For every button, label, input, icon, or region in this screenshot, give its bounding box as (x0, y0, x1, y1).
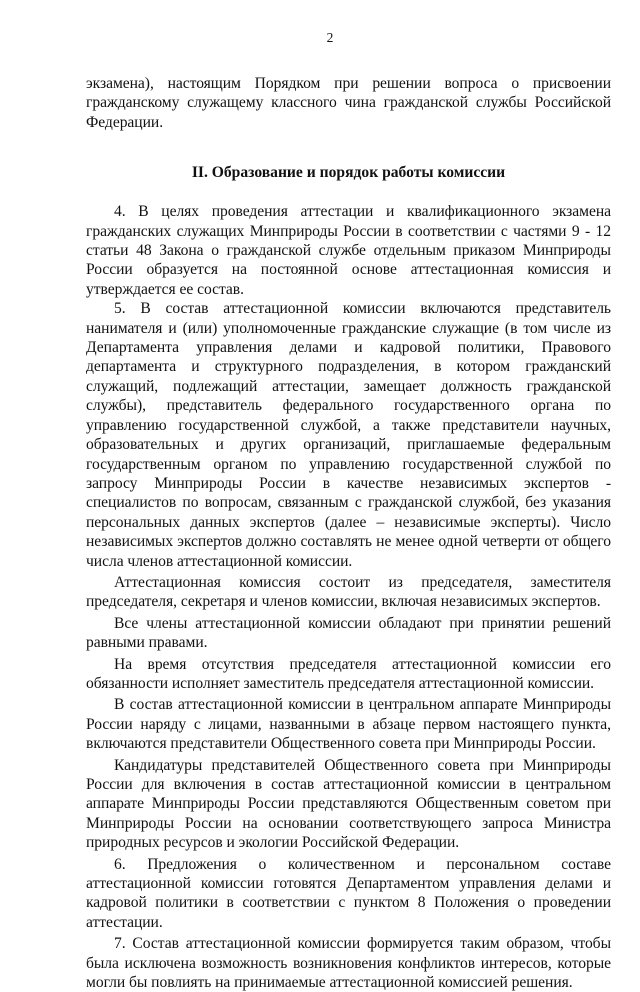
intro-paragraph: экзамена), настоящим Порядком при решении вопроса о присвоении гражданскому служащему классного чина гражданской службы Российской Федерации. (86, 75, 611, 131)
paragraph-item-6: 6. Предложения о количественном и персональном составе аттестационной комиссии готовятся Департаментом управления делами и кадровой политики в соответствии с пунктом 8 Положения о проведении аттестации. (86, 855, 611, 931)
paragraph-item-4: 4. В целях проведения аттестации и квалификационного экзамена гражданских служащих Минприроды России в соответствии с частями 9 - 12 статьи 48 Закона о гражданской службе отдельным приказом Минприроды России образуется на постоянной основе аттестационная комиссия и утверждается ее состав. (86, 203, 611, 298)
paragraph-public-council-candidates: Кандидатуры представителей Общественного совета при Минприроды России для включения в состав аттестационной комиссии в центральном аппарате Минприроды России представляются Общественным советом при Минприроды России на основании соответствующего запроса Министра природных ресурсов и экологии Российской Федерации. (86, 756, 611, 852)
page-number: 2 (326, 30, 334, 45)
section-heading: II. Образование и порядок работы комиссии (191, 164, 506, 182)
paragraph-item-7: 7. Состав аттестационной комиссии формируется таким образом, чтобы была исключена возможность возникновения конфликтов интересов, которые могли бы повлиять на принимаемые аттестационной комиссией решения. (86, 935, 611, 992)
paragraph-public-council-members: В состав аттестационной комиссии в центральном аппарате Минприроды России наряду с лицами, названными в абзаце первом настоящего пункта, включаются представители Общественного совета при Минприроды России. (86, 696, 611, 753)
paragraph-equal-rights: Все члены аттестационной комиссии обладают при принятии решений равными правами. (86, 614, 611, 652)
paragraph-commission-composition: Аттестационная комиссия состоит из председателя, заместителя председателя, секретаря и членов комиссии, включая независимых экспертов. (86, 573, 611, 611)
paragraph-chair-absence: На время отсутствия председателя аттестационной комиссии его обязанности исполняет заместитель председателя аттестационной комиссии. (86, 655, 611, 692)
paragraph-item-5: 5. В состав аттестационной комиссии включаются представитель нанимателя и (или) уполномоченные гражданские служащие (в том числе из Департамента управления делами и кадровой политики, Правового департамента и структурного подразделения, в котором гражданский служащий, подлежащий аттестации, замещает должность гражданской службы), представитель федерального государственного органа по управлению государственной службой, а также представители научных, образовательных и других организаций, приглашаемые федеральным государственным органом по управлению государственной службой по запросу Минприроды России в качестве независимых экспертов - специалистов по вопросам, связанным с гражданской службой, без указания персональных данных экспертов (далее – независимые эксперты). Число независимых экспертов должно составлять не менее одной четверти от общего числа членов аттестационной комиссии. (86, 300, 611, 570)
document-body (86, 74, 611, 992)
